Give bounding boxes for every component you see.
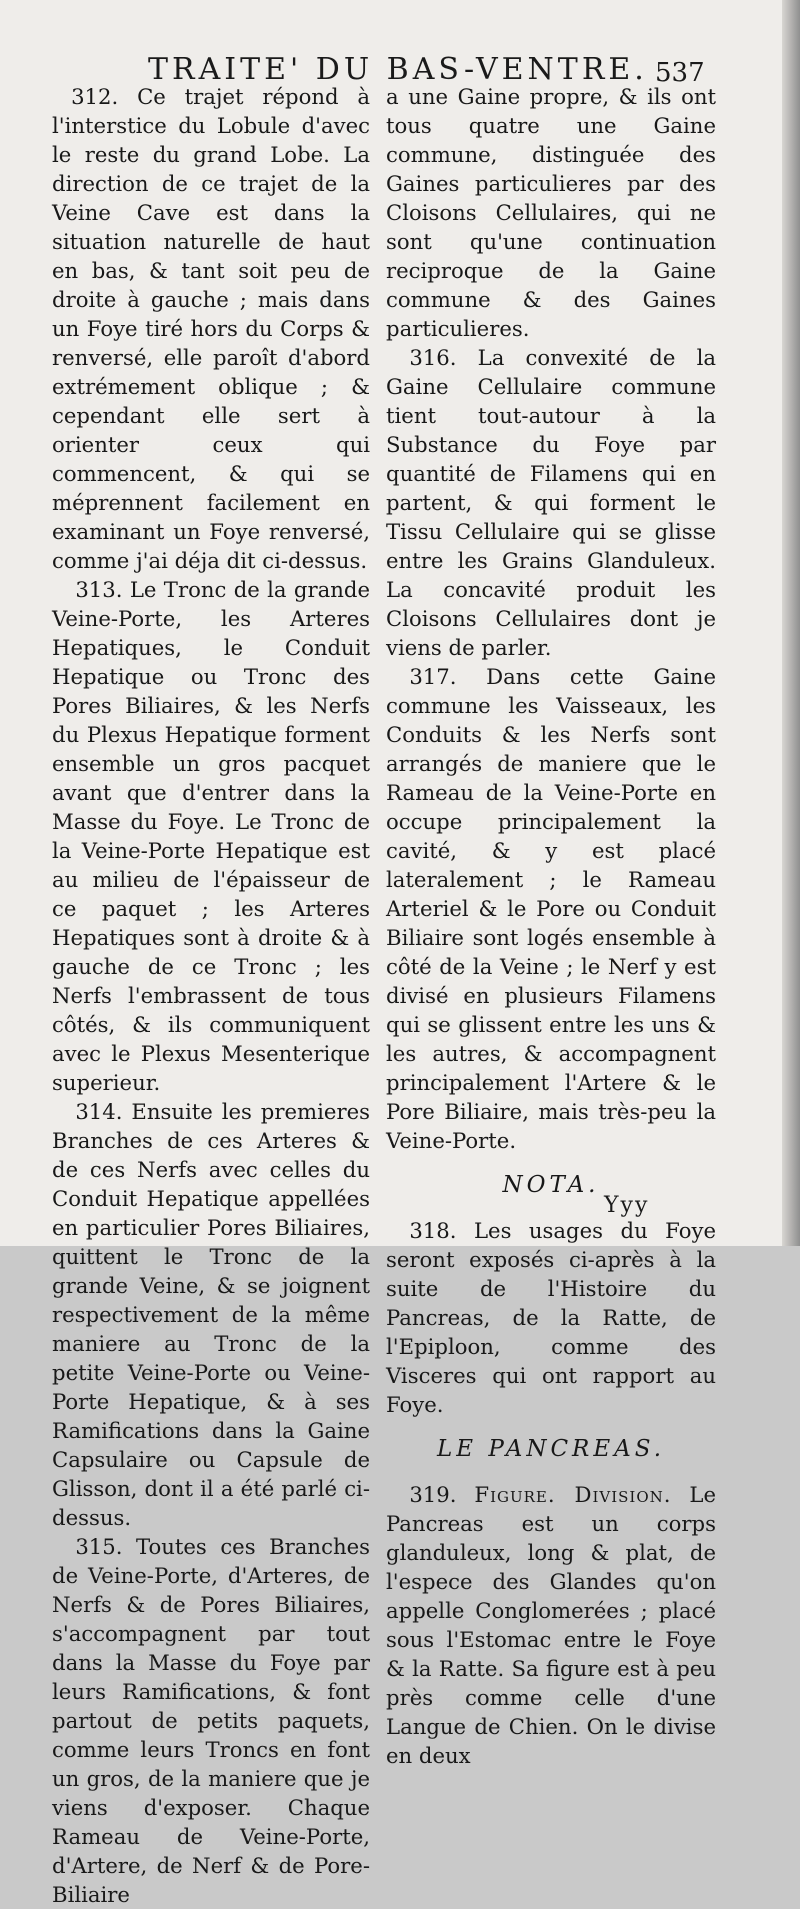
left-column	[52, 82, 370, 1909]
nota-heading: NOTA.	[502, 1172, 600, 1198]
running-head: TRAITE' DU BAS-VENTRE.	[148, 52, 648, 87]
paragraph-315: 315. Toutes ces Branches de Veine-Porte, d'Arteres, de Nerfs & de Pores Biliaires, s'accompagnent par tout dans la Masse du Foye par leurs Ramifications, & font partout de petits paquets, comme leurs Troncs en font un gros, de la maniere que je viens d'exposer. Chaque Rameau de Veine-Porte, d'Artere, de Nerf & de Pore-Biliaire	[52, 1534, 370, 1907]
paragraph-312: 312. Ce trajet répond à l'interstice du Lobule d'avec le reste du grand Lobe. La direction de ce trajet de la Veine Cave est dans la situation naturelle de haut en bas, & tant soit peu de droite à gauche ; mais dans un Foye tiré hors du Corps & renversé, elle paroît d'abord extrémement oblique ; & cependant elle sert à orienter ceux qui commencent, & qui se méprennent facilement en examinant un Foye renversé, comme j'ai déja dit ci-dessus.	[52, 84, 370, 573]
paragraph-315-continuation: a une Gaine propre, & ils ont tous quatre une Gaine commune, distinguée des Gaines particulieres par des Cloisons Cellulaires, qui ne sont qu'une continuation reciproque de la Gaine commune & des Gaines particulieres.	[386, 84, 716, 341]
paragraph-317: 317. Dans cette Gaine commune les Vaisseaux, les Conduits & les Nerfs sont arrangés de maniere que le Rameau de la Veine-Porte en occupe principalement la cavité, & y est placé lateralement ; le Rameau Arteriel & le Pore ou Conduit Biliaire sont logés ensemble à côté de la Veine ; le Nerf y est divisé en plusieurs Filamens qui se glissent entre les uns & les autres, & accompagnent principalement l'Artere & le Pore Biliaire, mais très-peu la Veine-Porte.	[386, 664, 716, 1153]
page-edge-shadow	[782, 0, 800, 1246]
paragraph-313: 313. Le Tronc de la grande Veine-Porte, les Arteres Hepatiques, le Conduit Hepatique ou Tronc des Pores Biliaires, & les Nerfs du Plexus Hepatique forment ensemble un gros pacquet avant que d'entrer dans la Masse du Foye. Le Tronc de la Veine-Porte Hepatique est au milieu de l'épaisseur de ce paquet ; les Arteres Hepatiques sont à droite & à gauche de ce Tronc ; les Nerfs l'embrassent de tous côtés, & ils communiquent avec le Plexus Mesenterique superieur.	[52, 577, 370, 1095]
paragraph-319-caps: Figure. Division.	[474, 1482, 672, 1507]
signature-mark: Yyy	[604, 1193, 650, 1218]
paragraph-319-number: 319.	[409, 1482, 457, 1507]
paragraph-319	[386, 1480, 716, 1770]
right-column	[386, 82, 716, 1770]
paragraph-316: 316. La convexité de la Gaine Cellulaire commune tient tout-autour à la Substance du Foye par quantité de Filamens qui en partent, & qui forment le Tissu Cellulaire qui se glisse entre les Grains Glanduleux. La concavité produit les Cloisons Cellulaires dont je viens de parler.	[386, 345, 716, 660]
pancreas-heading: LE PANCREAS.	[436, 1436, 666, 1462]
paragraph-318: 318. Les usages du Foye seront exposés ci-après à la suite de l'Histoire du Pancreas, de la Ratte, de l'Epiploon, comme des Visceres qui ont rapport au Foye.	[386, 1218, 716, 1417]
paragraph-319-text: Le Pancreas est un corps glanduleux, long & plat, de l'espece des Glandes qu'on appelle Conglomerées ; placé sous l'Estomac entre le Foye & la Ratte. Sa figure est à peu près comme celle d'une Langue de Chien. On le divise en deux	[386, 1482, 716, 1768]
page-number: 537	[655, 58, 705, 88]
paragraph-314: 314. Ensuite les premieres Branches de ces Arteres & de ces Nerfs avec celles du Conduit Hepatique appellées en particulier Pores Biliaires, quittent le Tronc de la grande Veine, & se joignent respectivement de la même maniere au Tronc de la petite Veine-Porte ou Veine-Porte Hepatique, & à ses Ramifications dans la Gaine Capsulaire ou Capsule de Glisson, dont il a été parlé ci-dessus.	[52, 1099, 370, 1530]
